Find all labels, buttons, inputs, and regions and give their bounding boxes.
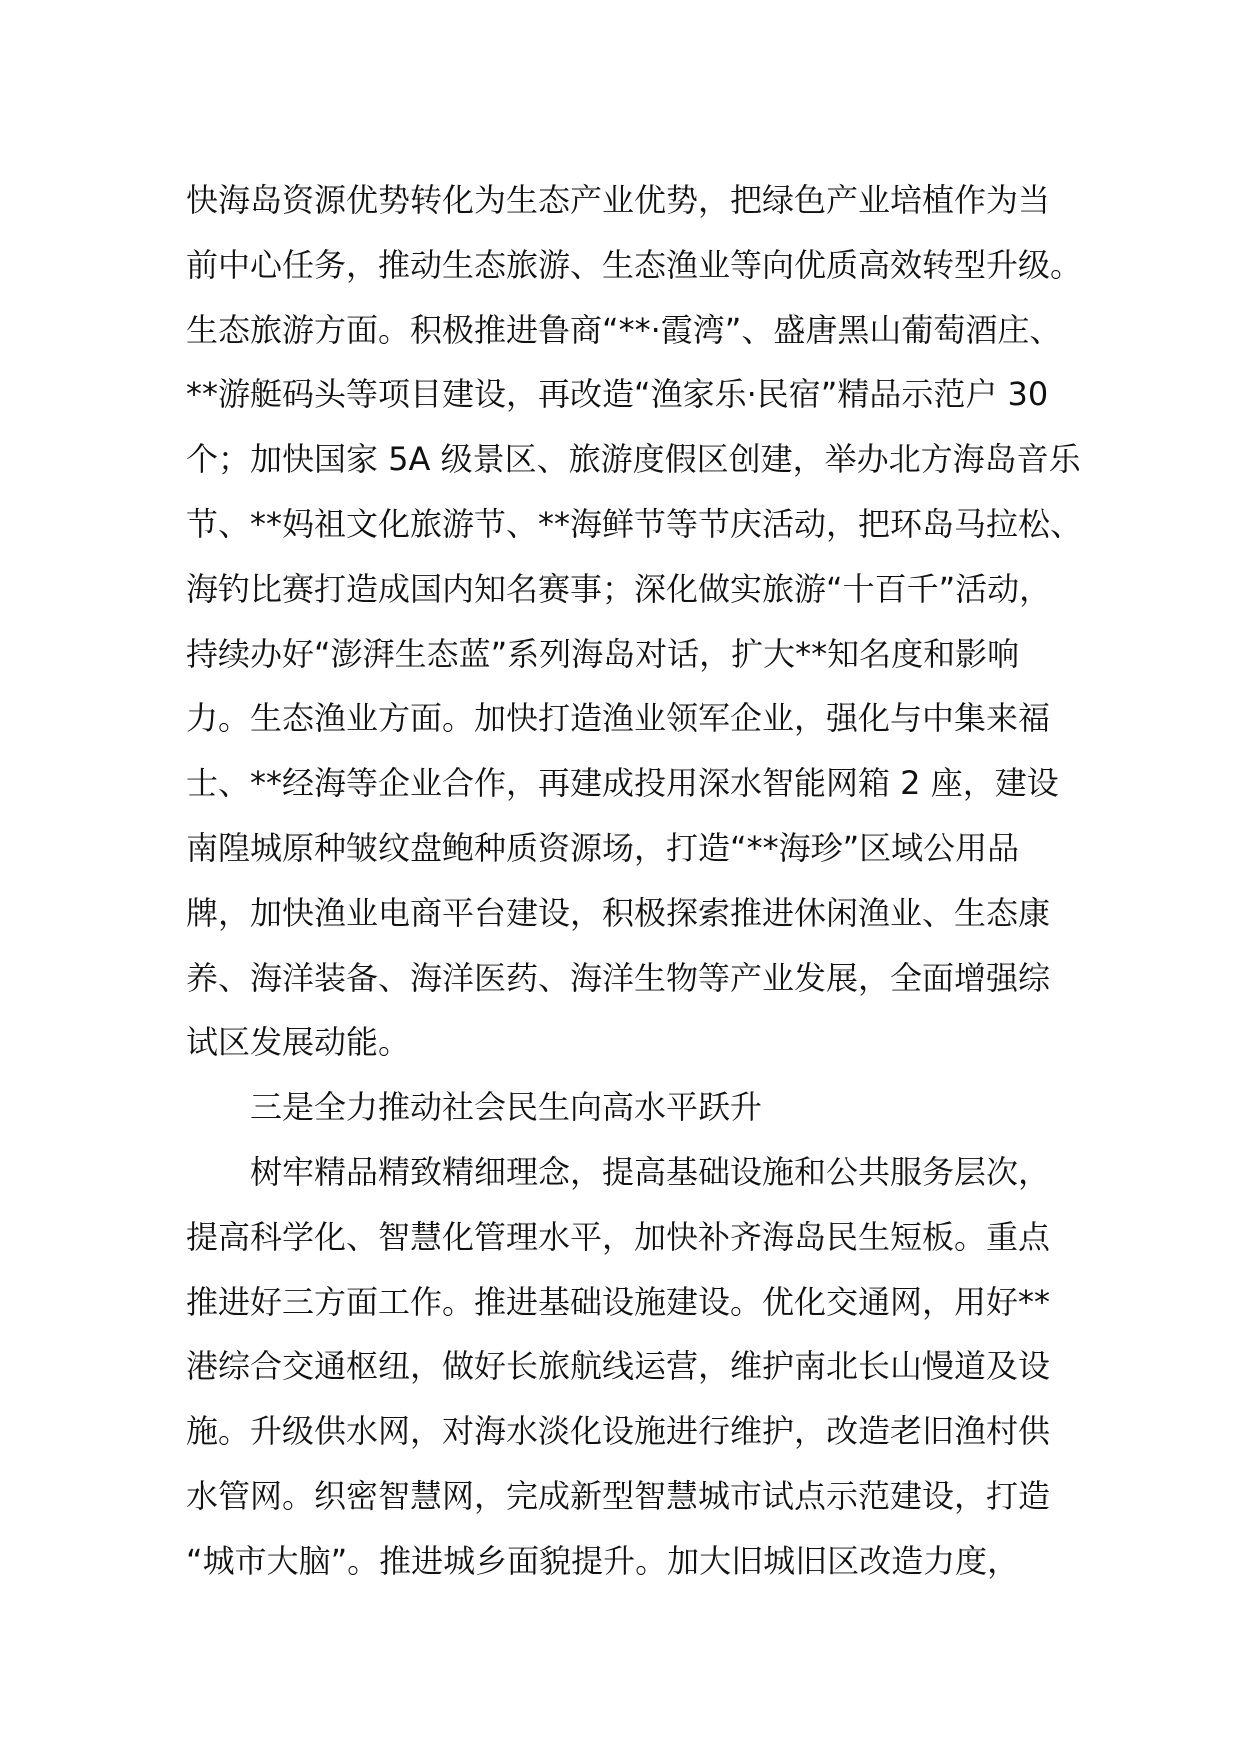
text-line: 港综合交通枢纽，做好长旅航线运营，维护南北长山慢道及设 [186,1347,1051,1386]
text-line: **游艇码头等项目建设，再改造“渔家乐·民宿”精品示范户 30 [186,375,1049,414]
text-line: 节、**妈祖文化旅游节、**海鲜节等节庆活动，把环岛马拉松、 [186,504,1083,543]
text-line: 力。生态渔业方面。加快打造渔业领军企业，强化与中集来福 [186,699,1051,738]
text-line: “城市大脑”。推进城乡面貌提升。加大旧城旧区改造力度， [186,1541,1020,1580]
text-line: 牌，加快渔业电商平台建设，积极探索推进休闲渔业、生态康 [186,893,1051,932]
section-heading: 三是全力推动社会民生向高水平跃升 [250,1088,763,1127]
text-line: 树牢精品精致精细理念，提高基础设施和公共服务层次， [250,1152,1051,1191]
text-line: 快海岛资源优势转化为生态产业优势，把绿色产业培植作为当 [186,181,1051,219]
text-line: 士、**经海等企业合作，再建成投用深水智能网箱 2 座，建设 [186,764,1059,803]
text-line: 施。升级供水网，对海水淡化设施进行维护，改造老旧渔村供 [186,1412,1051,1451]
text-line: 持续办好“澎湃生态蓝”系列海岛对话，扩大**知名度和影响 [186,634,1020,673]
document-body [186,168,1086,1594]
text-line: 海钓比赛打造成国内知名赛事；深化做实旅游“十百千”活动， [186,569,1052,608]
text-line: 个；加快国家 5A 级景区、旅游度假区创建，举办北方海岛音乐 [186,440,1081,479]
text-line: 推进好三方面工作。推进基础设施建设。优化交通网，用好** [186,1282,1051,1321]
text-line: 养、海洋装备、海洋医药、海洋生物等产业发展，全面增强综 [186,958,1051,997]
text-line: 前中心任务，推动生态旅游、生态渔业等向优质高效转型升级。 [186,245,1083,284]
text-line: 水管网。织密智慧网，完成新型智慧城市试点示范建设，打造 [186,1476,1051,1515]
text-line: 生态旅游方面。积极推进鲁商“**·霞湾”、盛唐黑山葡萄酒庄、 [186,310,1062,349]
text-line: 试区发展动能。 [186,1023,411,1062]
text-line: 南隍城原种皱纹盘鲍种质资源场，打造“**海珍”区域公用品 [186,828,1020,867]
text-line: 提高科学化、智慧化管理水平，加快补齐海岛民生短板。重点 [186,1217,1051,1256]
